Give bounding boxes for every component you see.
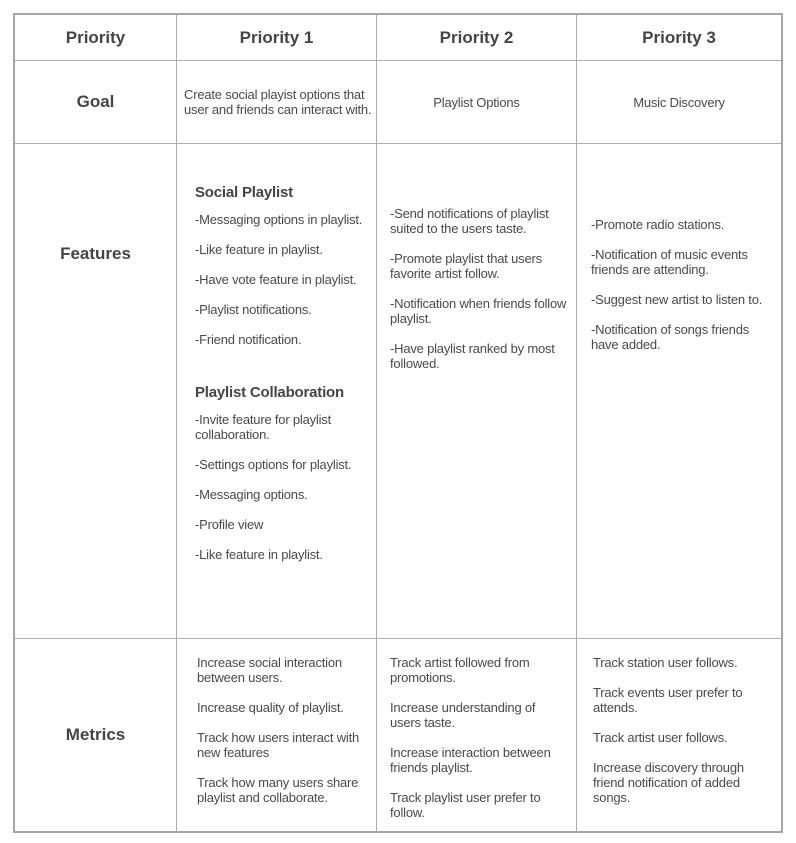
metric-item: Increase discovery through friend notification of added songs. xyxy=(593,760,744,805)
feature-item: -Promote playlist that users favorite artist follow. xyxy=(390,251,542,281)
metric-item: Increase social interaction between users. xyxy=(197,655,342,685)
features-priority-1-cell xyxy=(177,144,377,639)
feature-item: -Promote radio stations. xyxy=(591,217,725,232)
features-label: Features xyxy=(60,244,131,263)
goal-priority-3-text: Music Discovery xyxy=(633,94,725,110)
priority-matrix-table xyxy=(13,13,783,833)
metric-item: Track artist user follows. xyxy=(593,730,728,745)
goal-priority-3-cell xyxy=(577,61,781,144)
feature-item: -Profile view xyxy=(195,517,264,532)
metric-item: Track how many users share playlist and collaborate. xyxy=(197,775,359,805)
goal-priority-2-text: Playlist Options xyxy=(433,94,520,110)
feature-item: -Notification of songs friends have added. xyxy=(591,322,750,352)
goal-priority-1-text: Create social playist options that user and friends can interact with. xyxy=(184,87,372,117)
row-label-features xyxy=(15,144,177,639)
header-priority-1-label: Priority 1 xyxy=(239,27,314,47)
feature-item: -Settings options for playlist. xyxy=(195,457,352,472)
metric-item: Increase understanding of users taste. xyxy=(390,700,536,730)
feature-item: -Messaging options. xyxy=(195,487,308,502)
row-label-goal xyxy=(15,61,177,144)
goal-priority-2-cell xyxy=(377,61,577,144)
header-priority xyxy=(15,15,177,61)
metric-item: Increase quality of playlist. xyxy=(197,700,344,715)
row-label-metrics xyxy=(15,639,177,831)
metrics-priority-3-cell xyxy=(577,639,781,831)
metric-item: Increase interaction between friends playlist. xyxy=(390,745,551,775)
feature-item: -Notification of music events friends are attending. xyxy=(591,247,748,277)
metrics-priority-2-cell xyxy=(377,639,577,831)
metric-item: Track playlist user prefer to follow. xyxy=(390,790,541,820)
feature-item: -Messaging options in playlist. xyxy=(195,212,363,227)
header-priority-1 xyxy=(177,15,377,61)
header-priority-3-label: Priority 3 xyxy=(642,27,716,47)
feature-item: -Send notifications of playlist suited to the users taste. xyxy=(390,206,549,236)
features-priority-2-cell xyxy=(377,144,577,639)
header-priority-3 xyxy=(577,15,781,61)
metrics-priority-1-cell xyxy=(177,639,377,831)
section-title-social-playlist: Social Playlist xyxy=(195,184,293,201)
header-priority-2 xyxy=(377,15,577,61)
feature-item: -Like feature in playlist. xyxy=(195,547,323,562)
header-priority-label: Priority xyxy=(65,27,126,47)
feature-item: -Notification when friends follow playlist. xyxy=(390,296,567,326)
feature-item: -Friend notification. xyxy=(195,332,302,347)
feature-item: -Playlist notifications. xyxy=(195,302,312,317)
features-priority-3-cell xyxy=(577,144,781,639)
header-priority-2-label: Priority 2 xyxy=(439,27,514,47)
section-title-playlist-collaboration: Playlist Collaboration xyxy=(195,384,344,401)
feature-item: -Have playlist ranked by most followed. xyxy=(390,341,555,371)
metric-item: Track station user follows. xyxy=(593,655,738,670)
metric-item: Track events user prefer to attends. xyxy=(593,685,743,715)
feature-item: -Invite feature for playlist collaboration. xyxy=(195,412,332,442)
feature-item: -Have vote feature in playlist. xyxy=(195,272,357,287)
feature-item: -Like feature in playlist. xyxy=(195,242,323,257)
metric-item: Track how users interact with new features xyxy=(197,730,360,760)
feature-item: -Suggest new artist to listen to. xyxy=(591,292,763,307)
metrics-label: Metrics xyxy=(65,725,126,744)
goal-priority-1-cell xyxy=(177,61,377,144)
goal-label: Goal xyxy=(76,92,115,111)
metric-item: Track artist followed from promotions. xyxy=(390,655,530,685)
